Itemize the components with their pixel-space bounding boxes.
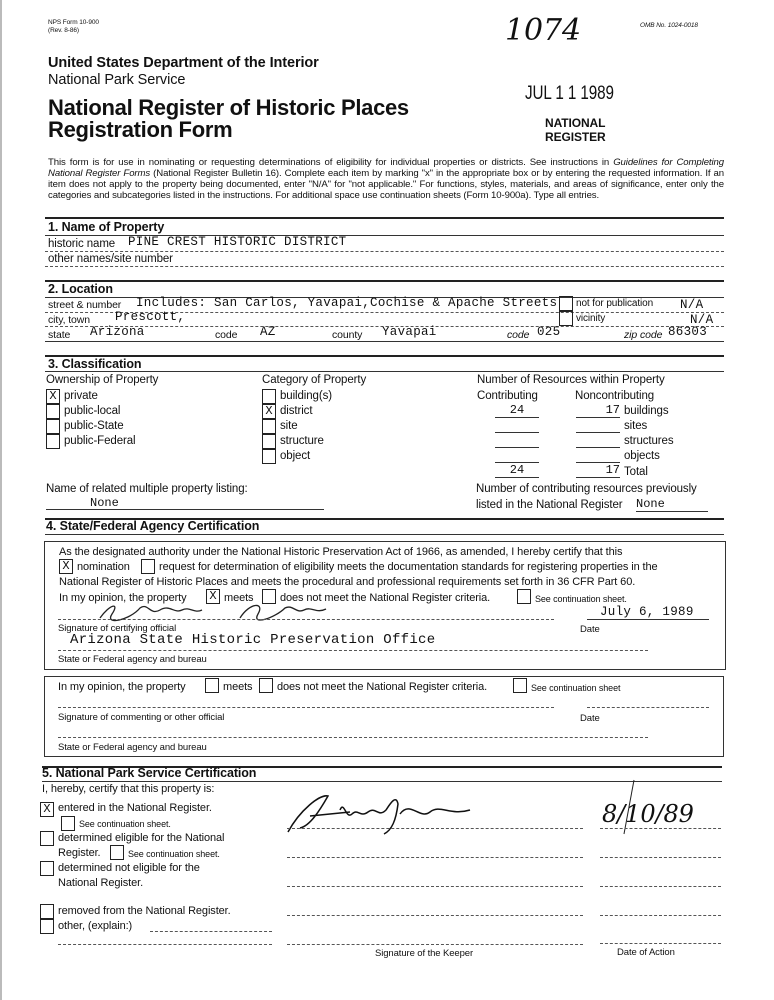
state-label: state xyxy=(48,329,71,341)
meets-checkbox[interactable]: X xyxy=(206,589,220,604)
opinion-prefix: In my opinion, the property xyxy=(59,592,187,604)
street-label: street & number xyxy=(48,299,122,311)
section-4-title: 4. State/Federal Agency Certification xyxy=(46,519,260,533)
not-eligible-checkbox[interactable] xyxy=(40,861,54,876)
state-code-field[interactable]: AZ xyxy=(260,325,276,339)
category-district-checkbox[interactable]: X xyxy=(262,404,276,419)
related-listing-field[interactable]: None xyxy=(46,496,324,510)
objects-contributing[interactable] xyxy=(495,448,539,463)
signature-label-2: Signature of commenting or other official xyxy=(58,712,225,723)
vicinity-checkbox[interactable] xyxy=(559,311,573,326)
keeper-signature-label: Signature of the Keeper xyxy=(375,948,474,959)
form-number: NPS Form 10-900 xyxy=(48,19,99,26)
request-checkbox[interactable] xyxy=(141,559,155,574)
divider xyxy=(45,534,724,535)
date-line-2 xyxy=(587,707,709,708)
other-checkbox[interactable] xyxy=(40,919,54,934)
date-line xyxy=(587,619,709,620)
state-field[interactable]: Arizona xyxy=(90,325,145,339)
county-label: county xyxy=(332,329,363,341)
ownership-private-label: private xyxy=(64,390,98,402)
total-contributing[interactable]: 24 xyxy=(495,463,539,478)
certification-statement-3: National Register of Historic Places and meets the procedural and professional requirements set forth in 36 CFR Part 60. xyxy=(59,576,636,588)
category-header: Category of Property xyxy=(262,374,367,386)
divider xyxy=(45,341,724,342)
county-code-field[interactable]: 025 xyxy=(537,325,561,339)
page-title: National Register of Historic Places xyxy=(48,95,409,120)
vicinity-label: vicinity xyxy=(576,313,606,324)
keeper-date-line xyxy=(600,857,721,858)
entered-continuation-label: See continuation sheet. xyxy=(79,819,171,829)
does-not-meet-label: does not meet the National Register criteria. xyxy=(280,592,491,604)
category-building-checkbox[interactable] xyxy=(262,389,276,404)
category-structure-label: structure xyxy=(280,435,324,447)
signature-label: Signature of certifying official xyxy=(58,623,177,634)
keeper-signature-line xyxy=(287,886,583,887)
total-noncontributing[interactable]: 17 xyxy=(576,463,620,478)
entered-checkbox[interactable]: X xyxy=(40,802,54,817)
not-eligible-label: determined not eligible for the xyxy=(58,862,200,874)
category-object-checkbox[interactable] xyxy=(262,449,276,464)
continuation-checkbox-2[interactable] xyxy=(513,678,527,693)
scan-edge xyxy=(0,0,2,1000)
keeper-date: 8/10/89 xyxy=(602,800,694,828)
category-object-label: object xyxy=(280,450,311,462)
previously-listed-label-2: listed in the National Register xyxy=(476,499,623,511)
certification-statement: As the designated authority under the National Historic Preservation Act of 1966, as amended, I hereby certify that this xyxy=(59,546,623,558)
previously-listed-field[interactable]: None xyxy=(636,497,708,512)
date-label: Date xyxy=(580,624,600,635)
historic-name-field[interactable]: PINE CREST HISTORIC DISTRICT xyxy=(128,235,347,249)
entered-label: entered in the National Register. xyxy=(58,802,212,814)
agency-label-2: State or Federal agency and bureau xyxy=(58,742,207,753)
zip-label: zip code xyxy=(624,329,663,341)
section-5-title: 5. National Park Service Certification xyxy=(42,766,257,780)
other-names-label: other names/site number xyxy=(48,253,173,265)
keeper-date-line xyxy=(600,828,721,829)
eligible-label-2: Register. xyxy=(58,847,101,859)
vicinity-value: N/A xyxy=(690,313,714,327)
sites-label: sites xyxy=(624,420,648,432)
total-label: Total xyxy=(624,466,648,478)
continuation-label-2: See continuation sheet xyxy=(531,683,621,693)
continuation-checkbox[interactable] xyxy=(517,589,531,604)
sites-noncontributing[interactable] xyxy=(576,418,620,433)
agency-field[interactable]: Arizona State Historic Preservation Office xyxy=(70,632,436,648)
meets-label: meets xyxy=(224,592,254,604)
stamp-register: REGISTER xyxy=(545,130,606,144)
divider xyxy=(45,371,724,372)
keeper-signature xyxy=(280,790,500,840)
handwritten-number: 1074 xyxy=(505,13,581,48)
agency-name: National Park Service xyxy=(48,72,186,88)
previously-listed-label: Number of contributing resources previously xyxy=(476,483,697,495)
ownership-public-federal-label: public-Federal xyxy=(64,435,136,447)
other-explain-line[interactable] xyxy=(150,931,272,932)
instructions-paragraph xyxy=(48,157,724,201)
meets-checkbox-2[interactable] xyxy=(205,678,219,693)
structures-label: structures xyxy=(624,435,674,447)
ownership-header: Ownership of Property xyxy=(46,374,159,386)
keeper-date-line xyxy=(600,943,721,944)
ownership-public-state-checkbox[interactable] xyxy=(46,419,60,434)
other-explain-line-2[interactable] xyxy=(58,944,272,945)
category-district-label: district xyxy=(280,405,313,417)
certification-date[interactable]: July 6, 1989 xyxy=(600,605,694,619)
agency-line xyxy=(58,650,648,651)
category-building-label: building(s) xyxy=(280,390,332,402)
objects-noncontributing[interactable] xyxy=(576,448,620,463)
agency-label: State or Federal agency and bureau xyxy=(58,654,207,665)
signature-line xyxy=(58,619,554,620)
ownership-public-state-label: public-State xyxy=(64,420,124,432)
resources-header: Number of Resources within Property xyxy=(477,374,665,386)
street-field[interactable]: Includes: San Carlos, Yavapai,Cochise & Apache Streets xyxy=(136,296,558,310)
page-subtitle: Registration Form xyxy=(48,117,233,142)
signature-line-2 xyxy=(58,707,554,708)
sites-contributing[interactable] xyxy=(495,418,539,433)
contributing-header: Contributing xyxy=(477,390,538,402)
objects-label: objects xyxy=(624,450,660,462)
meets-label-2: meets xyxy=(223,681,253,693)
other-label: other, (explain:) xyxy=(58,920,133,932)
instructions-text-cont: (National Register Bulletin 16). Complete each item by marking "x" in the appropriate box or by entering the requested information. If an item does not apply to the property being documented, enter "N/A" for "not applicable." For functions, styles, materials, and areas of significance, enter only the categories and subcategories listed in the instructions. For additional space use continuation sheets (Form 10-900a). Type all entries. xyxy=(48,168,725,201)
keeper-signature-line xyxy=(287,857,583,858)
eligible-continuation-checkbox[interactable] xyxy=(110,845,124,860)
received-stamp-date: JUL 1 1 1989 xyxy=(525,83,614,104)
eligible-continuation-label: See continuation sheet. xyxy=(128,849,220,859)
structures-contributing[interactable] xyxy=(495,433,539,448)
nomination-label: nomination xyxy=(77,561,130,573)
ownership-public-local-checkbox[interactable] xyxy=(46,404,60,419)
agency-line-2 xyxy=(58,737,648,738)
keeper-signature-line xyxy=(287,915,583,916)
continuation-label: See continuation sheet. xyxy=(535,594,627,604)
keeper-signature-line xyxy=(287,944,583,945)
not-for-publication-checkbox[interactable] xyxy=(559,296,573,311)
department-name: United States Department of the Interior xyxy=(48,55,319,71)
buildings-contributing[interactable]: 24 xyxy=(495,403,539,418)
keeper-date-line xyxy=(600,886,721,887)
state-code-label: code xyxy=(215,329,238,341)
city-label: city, town xyxy=(48,314,90,326)
section-3-title: 3. Classification xyxy=(48,357,142,371)
divider xyxy=(45,355,724,357)
buildings-label: buildings xyxy=(624,405,669,417)
ownership-public-local-label: public-local xyxy=(64,405,121,417)
omb-number: OMB No. 1024-0018 xyxy=(640,22,698,29)
instructions-text: This form is for use in nominating or requesting determinations of eligibility for individual properties or districts. See instructions in xyxy=(48,157,614,168)
noncontributing-header: Noncontributing xyxy=(575,390,655,402)
county-code-label: code xyxy=(507,329,530,341)
nomination-checkbox[interactable]: X xyxy=(59,559,73,574)
certifying-official-signature xyxy=(90,600,350,624)
historic-name-label: historic name xyxy=(48,238,116,250)
keeper-signature-line xyxy=(287,828,583,829)
not-for-publication-value: N/A xyxy=(680,298,704,312)
related-listing-label: Name of related multiple property listing: xyxy=(46,483,248,495)
section-1-title: 1. Name of Property xyxy=(48,220,165,234)
removed-checkbox[interactable] xyxy=(40,904,54,919)
category-structure-checkbox[interactable] xyxy=(262,434,276,449)
date-of-action-label: Date of Action xyxy=(617,947,675,958)
buildings-noncontributing[interactable]: 17 xyxy=(576,403,620,418)
form-revision: (Rev. 8-86) xyxy=(48,27,79,34)
eligible-checkbox[interactable] xyxy=(40,831,54,846)
keeper-date-line xyxy=(600,915,721,916)
eligible-label: determined eligible for the National xyxy=(58,832,225,844)
guidelines-title: Guidelines for Completing National Register Forms xyxy=(48,157,725,179)
does-not-meet-label-2: does not meet the National Register criteria. xyxy=(277,681,488,693)
not-for-publication-label: not for publication xyxy=(576,298,654,309)
entered-continuation-checkbox[interactable] xyxy=(61,816,75,831)
keeper-intro: I, hereby, certify that this property is: xyxy=(42,783,215,795)
divider xyxy=(45,266,724,267)
structures-noncontributing[interactable] xyxy=(576,433,620,448)
divider xyxy=(45,251,724,252)
ownership-public-federal-checkbox[interactable] xyxy=(46,434,60,449)
divider xyxy=(45,217,724,219)
city-field[interactable]: Prescott, xyxy=(115,310,186,324)
category-site-checkbox[interactable] xyxy=(262,419,276,434)
section-2-title: 2. Location xyxy=(48,282,113,296)
removed-label: removed from the National Register. xyxy=(58,905,231,917)
divider xyxy=(45,280,724,282)
county-field[interactable]: Yavapai xyxy=(382,325,437,339)
not-eligible-label-2: National Register. xyxy=(58,877,144,889)
category-site-label: site xyxy=(280,420,298,432)
ownership-private-checkbox[interactable]: X xyxy=(46,389,60,404)
date-label-2: Date xyxy=(580,713,600,724)
does-not-meet-checkbox-2[interactable] xyxy=(259,678,273,693)
opinion-prefix-2: In my opinion, the property xyxy=(58,681,186,693)
zip-field[interactable]: 86303 xyxy=(668,325,708,339)
request-label: request for determination of eligibility meets the documentation standards for registering properties in the xyxy=(159,561,658,573)
stamp-national: NATIONAL xyxy=(545,116,606,130)
